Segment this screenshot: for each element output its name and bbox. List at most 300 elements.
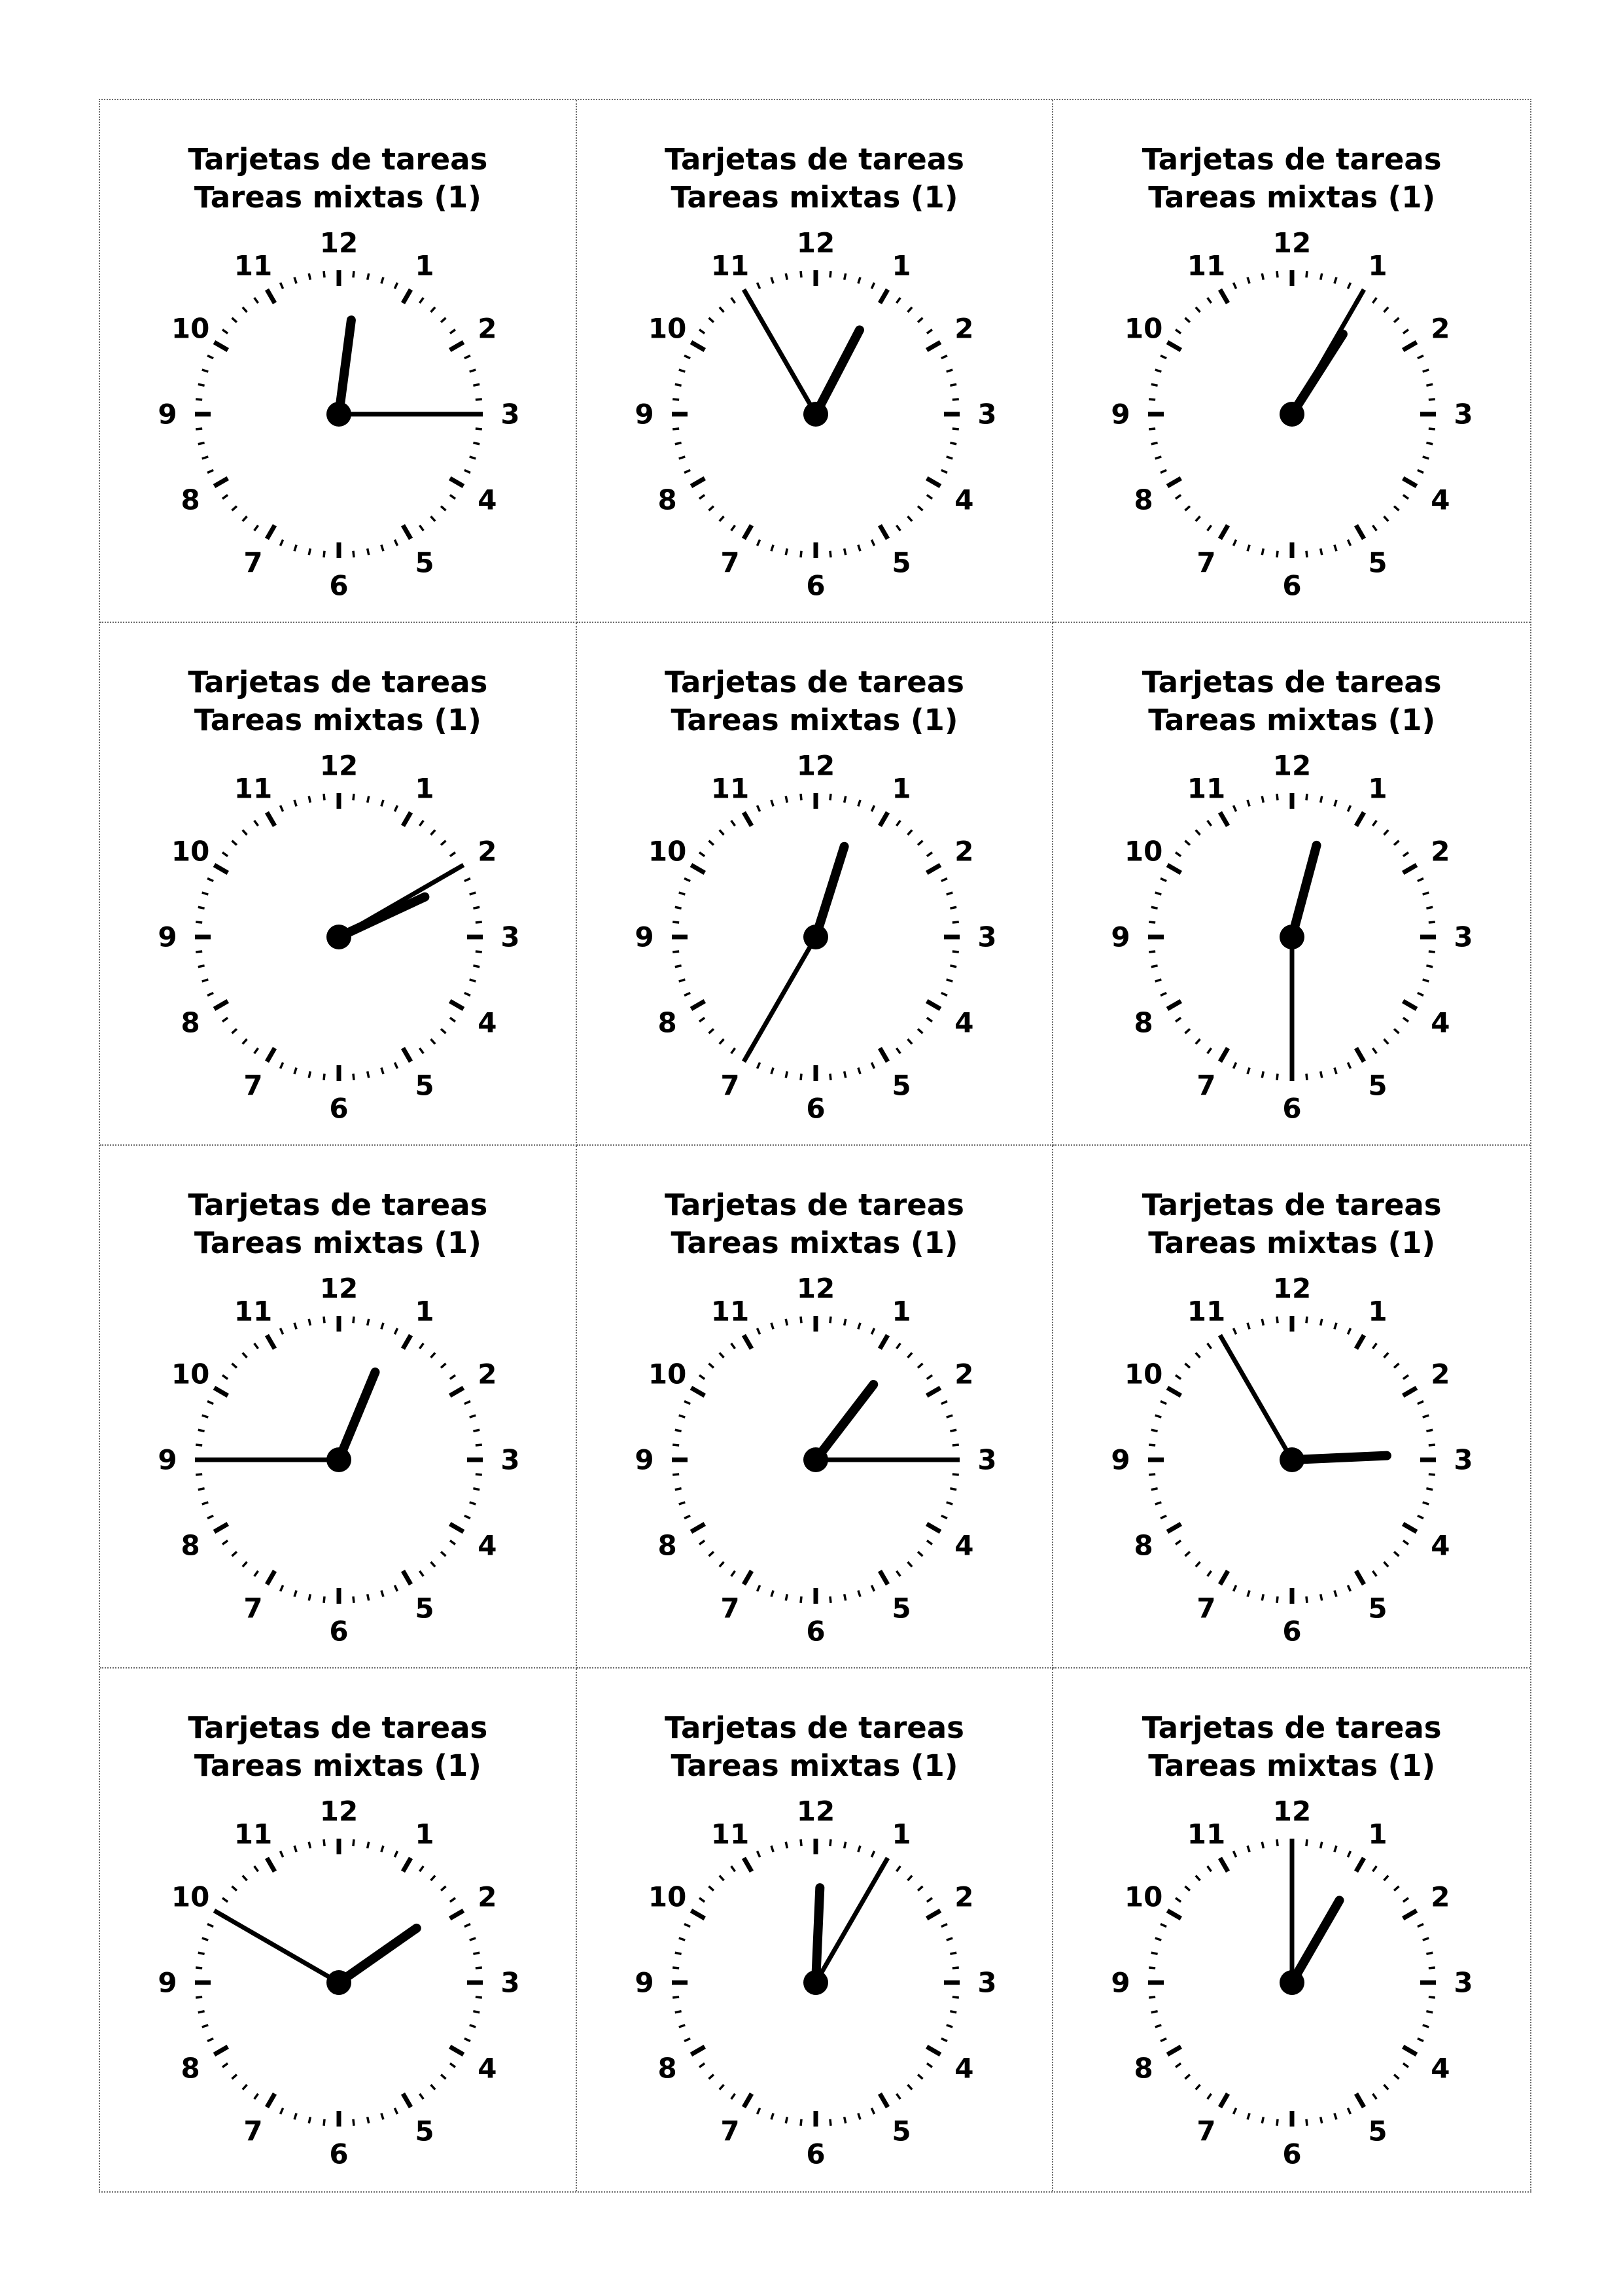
minute-tick [441,1364,445,1368]
minute-tick [757,1851,759,1857]
minute-tick [907,516,912,521]
minute-tick [243,308,247,312]
minute-tick [1335,800,1336,807]
dial-number: 6 [806,1615,826,1648]
hour-tick [403,525,411,539]
minute-tick [1185,1552,1190,1557]
minute-tick [708,1886,713,1891]
minute-tick [699,1898,705,1902]
minute-tick [1185,506,1190,511]
minute-tick [946,1938,952,1940]
minute-tick [699,2063,705,2067]
hour-tick [1356,1858,1364,1871]
minute-tick [368,1071,369,1078]
card-subtitle-line: Tareas mixtas (1) [671,1748,958,1783]
hour-tick [1403,865,1417,873]
minute-tick [719,308,724,312]
minute-tick [719,830,724,835]
minute-tick [672,1474,679,1475]
minute-tick [450,495,455,499]
minute-tick [431,516,436,521]
minute-tick [757,283,759,289]
minute-tick [918,318,922,323]
minute-tick [1176,495,1181,499]
hour-tick [267,289,275,303]
minute-tick [441,841,445,845]
minute-tick [708,1552,713,1557]
minute-tick [731,821,735,826]
dial-number: 6 [1282,1615,1302,1648]
minute-tick [1185,1364,1190,1368]
minute-tick [431,1876,436,1881]
dial-number: 2 [954,1881,974,1913]
minute-tick [1185,841,1190,845]
minute-tick [207,1924,213,1927]
minute-tick [731,1571,735,1576]
minute-tick [952,399,959,400]
minute-tick [844,1842,845,1848]
minute-tick [381,2113,383,2120]
minute-tick [731,298,735,303]
hour-tick [1220,1048,1228,1062]
minute-tick [464,879,470,881]
dial-number: 5 [415,546,434,579]
minute-tick [719,2085,724,2089]
hour-tick [1220,2094,1228,2108]
clock-center-dot [1280,925,1304,949]
minute-tick [1176,1898,1181,1902]
dial-number: 5 [892,1069,911,1102]
dial-number: 11 [710,772,749,805]
minute-tick [1208,298,1212,303]
hour-tick [744,812,752,826]
minute-tick [394,540,397,546]
minute-tick [222,1540,228,1544]
minute-tick [1427,443,1433,444]
minute-tick [927,1540,932,1544]
minute-tick [1248,1323,1249,1330]
dial-number: 11 [1187,249,1226,282]
minute-tick [1429,399,1435,400]
minute-tick [196,1474,202,1475]
minute-tick [1155,457,1162,459]
minute-tick [368,2117,369,2123]
minute-tick [708,1029,713,1034]
minute-tick [1384,1876,1389,1881]
minute-tick [950,966,956,967]
minute-tick [771,800,773,807]
minute-tick [1161,470,1166,472]
minute-tick [1348,1585,1351,1591]
minute-tick [368,1319,369,1326]
minute-tick [918,1029,922,1034]
minute-tick [353,271,354,277]
minute-tick [419,525,423,531]
minute-tick [1373,298,1377,303]
minute-tick [202,457,209,459]
dial-number: 3 [500,1966,520,1999]
task-card [577,623,1054,1146]
minute-tick [918,1886,922,1891]
minute-tick [871,2108,874,2114]
minute-tick [941,1924,947,1927]
minute-tick [907,2085,912,2089]
dial-number: 10 [1125,1881,1163,1913]
dial-number: 11 [1187,1295,1226,1328]
minute-tick [1427,1489,1433,1490]
dial-number: 4 [954,1006,974,1039]
dial-number: 9 [1111,921,1130,953]
dial-number: 9 [635,921,654,953]
minute-tick [232,1886,237,1891]
minute-tick [1176,2063,1181,2067]
minute-tick [1161,1515,1166,1518]
hour-tick [1168,865,1181,873]
minute-tick [1418,356,1423,359]
dial-number: 12 [319,749,358,782]
minute-tick [381,1068,383,1074]
minute-tick [699,1375,705,1379]
minute-tick [419,1866,423,1871]
minute-tick [1384,1562,1389,1566]
minute-tick [1373,1866,1377,1871]
minute-tick [1196,308,1200,312]
minute-tick [353,2119,354,2126]
minute-tick [394,2108,397,2114]
dial-number: 3 [1454,921,1473,953]
minute-tick [476,1997,482,1998]
minute-tick [419,2094,423,2099]
minute-tick [464,356,470,359]
minute-tick [368,1842,369,1848]
dial-number: 8 [181,484,200,516]
dial-number: 12 [796,226,835,259]
minute-tick [1196,1353,1200,1358]
clock-center-dot [326,1447,351,1472]
dial-number: 10 [171,1881,210,1913]
dial-number: 2 [1431,312,1450,345]
minute-tick [1161,1402,1166,1404]
card-title-line: Tarjetas de tareas [188,1188,488,1222]
minute-tick [309,1842,310,1848]
minute-tick [946,2025,952,2027]
minute-tick [470,370,476,372]
minute-tick [1151,1430,1158,1431]
hour-tick [267,1048,275,1062]
minute-tick [309,1319,310,1326]
minute-tick [473,1430,480,1431]
hour-hand [339,1928,417,1983]
minute-tick [757,2108,759,2114]
analog-clock [606,224,1025,604]
minute-tick [1234,1328,1236,1334]
hour-hand [816,847,845,937]
minute-tick [719,1039,724,1044]
dial-number: 6 [329,2138,349,2170]
minute-tick [243,830,247,835]
hour-tick [214,478,228,486]
dial-number: 1 [1368,249,1387,282]
hour-tick [403,2094,411,2108]
minute-tick [678,370,685,372]
hour-tick [691,1388,705,1396]
hour-tick [267,1335,275,1349]
minute-tick [450,1540,455,1544]
dial-number: 9 [635,1966,654,1999]
minute-tick [844,2117,845,2123]
card-title [1053,1709,1530,1785]
minute-tick [699,330,705,334]
hour-tick [691,1524,705,1532]
dial-number: 4 [954,484,974,516]
minute-tick [1277,1316,1278,1323]
minute-tick [254,1571,258,1576]
minute-tick [1155,1415,1162,1417]
minute-tick [464,1924,470,1927]
analog-clock [606,747,1025,1127]
dial-number: 12 [319,1272,358,1305]
minute-tick [394,1585,397,1591]
minute-tick [907,1876,912,1881]
dial-number: 2 [478,1358,497,1390]
minute-tick [731,2094,735,2099]
minute-tick [1151,443,1158,444]
minute-tick [1208,1571,1212,1576]
hour-tick [450,478,464,486]
card-title-line: Tarjetas de tareas [188,1710,488,1745]
card-subtitle-line: Tareas mixtas (1) [1148,1226,1436,1260]
minute-tick [684,2038,690,2041]
dial-number: 12 [1273,1272,1312,1305]
minute-tick [1373,1343,1377,1349]
minute-tick [431,1353,436,1358]
minute-tick [674,1952,681,1954]
minute-tick [674,2011,681,2013]
minute-tick [1263,1071,1264,1078]
minute-tick [1418,1402,1423,1404]
minute-tick [1155,370,1162,372]
minute-tick [708,506,713,511]
minute-tick [254,821,258,826]
hour-tick [1220,1858,1228,1871]
minute-hand [1225,1343,1293,1460]
minute-tick [1306,2119,1307,2126]
analog-clock [606,1793,1025,2172]
dial-number: 5 [892,1592,911,1625]
hour-tick [267,525,275,539]
hour-tick [1168,1524,1181,1532]
minute-tick [1155,2025,1162,2027]
dial-number: 8 [1134,1006,1154,1039]
minute-tick [232,506,237,511]
minute-tick [294,800,296,807]
task-card [1053,623,1530,1146]
minute-tick [684,879,690,881]
dial-number: 8 [181,2052,200,2085]
dial-number: 8 [1134,484,1154,516]
minute-tick [830,1316,831,1323]
minute-tick [1427,1430,1433,1431]
minute-tick [419,1343,423,1349]
minute-tick [473,1489,480,1490]
minute-tick [896,1866,900,1871]
minute-tick [464,1515,470,1518]
minute-tick [1234,540,1236,546]
dial-number: 2 [954,312,974,345]
minute-tick [1394,2075,1399,2079]
minute-tick [871,540,874,546]
minute-tick [684,1924,690,1927]
minute-tick [1403,330,1408,334]
minute-tick [1234,805,1236,811]
hour-tick [926,1524,940,1532]
hour-tick [1220,525,1228,539]
minute-tick [871,805,874,811]
dial-number: 7 [243,1592,263,1625]
minute-tick [1277,1839,1278,1846]
card-title [577,663,1053,739]
minute-tick [830,794,831,800]
minute-tick [202,2025,209,2027]
dial-number: 10 [648,835,686,868]
card-subtitle-line: Tareas mixtas (1) [194,1226,481,1260]
dial-number: 7 [1196,546,1216,579]
minute-tick [222,330,228,334]
hour-tick [926,342,940,350]
minute-tick [232,1364,237,1368]
dial-number: 5 [1368,2115,1387,2147]
minute-tick [1427,907,1433,908]
minute-tick [896,1571,900,1576]
minute-tick [381,277,383,284]
hour-tick [926,478,940,486]
minute-tick [1394,841,1399,845]
dial-number: 3 [1454,398,1473,431]
dial-number: 9 [1111,398,1130,431]
minute-tick [1394,318,1399,323]
minute-tick [858,1323,860,1330]
minute-tick [309,1071,310,1078]
minute-tick [1335,1068,1336,1074]
minute-tick [450,330,455,334]
dial-number: 8 [657,2052,677,2085]
dial-number: 6 [806,2138,826,2170]
dial-number: 7 [243,1069,263,1102]
minute-tick [1306,1074,1307,1080]
minute-tick [473,1952,480,1954]
minute-tick [254,1048,258,1053]
minute-tick [1418,470,1423,472]
dial-number: 3 [1454,1966,1473,1999]
dial-number: 9 [1111,1966,1130,1999]
minute-tick [470,1415,476,1417]
analog-clock [1083,1793,1501,2172]
minute-tick [353,1074,354,1080]
analog-clock [130,1270,548,1650]
minute-tick [1306,1839,1307,1846]
minute-tick [207,470,213,472]
minute-tick [858,277,860,284]
minute-tick [281,2108,283,2114]
minute-tick [1277,2119,1278,2126]
dial-number: 1 [415,1295,434,1328]
hour-tick [403,812,411,826]
minute-tick [952,951,959,952]
minute-tick [202,892,209,894]
dial-number: 11 [710,1295,749,1328]
dial-number: 6 [329,1092,349,1125]
dial-number: 7 [243,2115,263,2147]
minute-tick [1263,796,1264,803]
dial-number: 11 [710,249,749,282]
minute-tick [674,1430,681,1431]
hour-tick [744,1335,752,1349]
hour-tick [1220,812,1228,826]
minute-tick [896,525,900,531]
dial-number: 12 [796,749,835,782]
card-subtitle-line: Tareas mixtas (1) [1148,1748,1436,1783]
minute-tick [254,298,258,303]
minute-tick [858,1591,860,1597]
minute-tick [1151,1489,1158,1490]
minute-tick [858,800,860,807]
minute-tick [1403,495,1408,499]
minute-tick [222,853,228,857]
card-subtitle-line: Tareas mixtas (1) [194,703,481,737]
minute-tick [1403,1540,1408,1544]
minute-tick [353,794,354,800]
minute-tick [243,516,247,521]
minute-tick [896,2094,900,2099]
card-title-line: Tarjetas de tareas [188,665,488,699]
minute-tick [1196,830,1200,835]
hour-tick [214,1001,228,1009]
minute-tick [353,551,354,557]
card-title [1053,1186,1530,1262]
dial-number: 9 [158,398,177,431]
dial-number: 4 [1431,1529,1450,1562]
minute-tick [771,1591,773,1597]
dial-number: 3 [1454,1443,1473,1476]
hour-hand [339,320,351,414]
minute-tick [353,1597,354,1603]
minute-tick [202,370,209,372]
minute-tick [198,1952,205,1954]
minute-tick [708,318,713,323]
minute-tick [450,853,455,857]
minute-tick [719,1562,724,1566]
minute-tick [1373,2094,1377,2099]
minute-tick [1306,551,1307,557]
dial-number: 5 [892,2115,911,2147]
minute-tick [950,1430,956,1431]
minute-tick [918,1364,922,1368]
hour-tick [450,1524,464,1532]
hour-tick [691,865,705,873]
clock-center-dot [803,1970,828,1995]
dial-number: 10 [1125,1358,1163,1390]
minute-tick [1418,993,1423,995]
minute-tick [1149,399,1156,400]
minute-tick [946,370,952,372]
minute-tick [243,1562,247,1566]
minute-tick [1196,1039,1200,1044]
hour-tick [1356,1048,1364,1062]
dial-number: 3 [977,1966,997,1999]
minute-tick [1149,1474,1156,1475]
minute-tick [1151,1952,1158,1954]
task-card [577,1669,1054,2191]
